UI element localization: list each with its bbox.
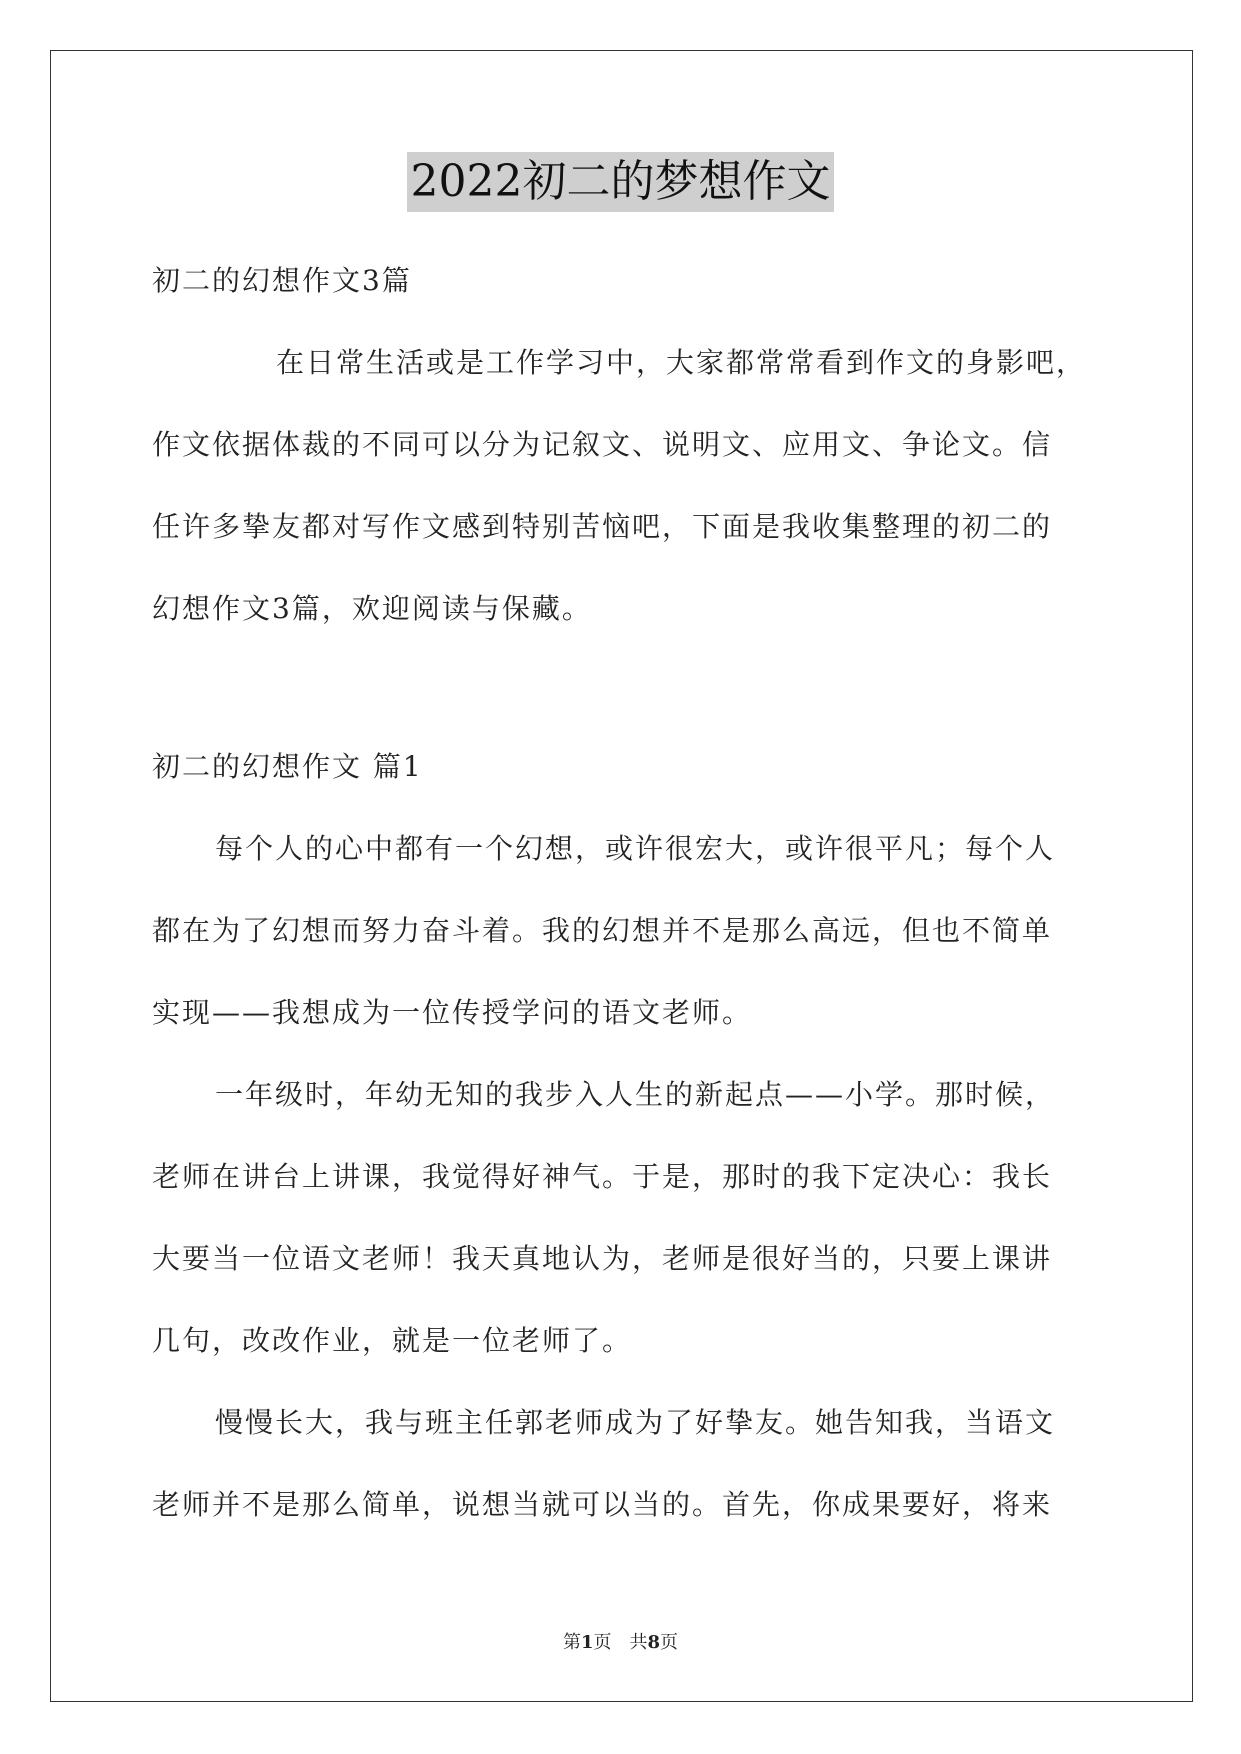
section-spacer — [152, 650, 1102, 726]
paragraph-line: 一年级时，年幼无知的我步入人生的新起点——小学。那时候， — [215, 1078, 1056, 1111]
document-subtitle: 初二的幻想作文3篇 — [152, 264, 412, 297]
intro-line: 任许多挚友都对写作文感到特别苦恼吧，下面是我收集整理的初二的 — [152, 510, 1053, 543]
paragraph-line: 大要当一位语文老师！我天真地认为，老师是很好当的，只要上课讲 — [152, 1242, 1053, 1275]
page-footer — [0, 1628, 1241, 1654]
paragraph-line: 每个人的心中都有一个幻想，或许很宏大，或许很平凡；每个人 — [215, 832, 1056, 865]
paragraph-line: 慢慢长大，我与班主任郭老师成为了好挚友。她告知我，当语文 — [215, 1406, 1056, 1439]
page-suffix: 页 — [660, 1632, 679, 1653]
page-total: 8 — [647, 1632, 661, 1653]
document-body — [152, 240, 1102, 1546]
title-container — [0, 152, 1241, 212]
paragraph-line: 老师在讲台上讲课，我觉得好神气。于是，那时的我下定决心：我长 — [152, 1160, 1053, 1193]
page-current: 1 — [580, 1632, 594, 1653]
paragraph-line: 都在为了幻想而努力奋斗着。我的幻想并不是那么高远，但也不简单 — [152, 914, 1053, 947]
paragraph-line: 实现——我想成为一位传授学问的语文老师。 — [152, 996, 753, 1029]
page-prefix: 第 — [562, 1632, 581, 1653]
intro-line: 在日常生活或是工作学习中，大家都常常看到作文的身影吧， — [276, 346, 1087, 379]
paragraph-line: 老师并不是那么简单，说想当就可以当的。首先，你成果要好，将来 — [152, 1488, 1053, 1521]
intro-line: 作文依据体裁的不同可以分为记叙文、说明文、应用文、争论文。信 — [152, 428, 1053, 461]
document-title: 2022初二的梦想作文 — [407, 152, 835, 212]
page-mid: 页 共 — [593, 1632, 648, 1653]
paragraph-line: 几句，改改作业，就是一位老师了。 — [152, 1324, 633, 1357]
intro-line: 幻想作文3篇，欢迎阅读与保藏。 — [152, 592, 592, 625]
section-heading: 初二的幻想作文 篇1 — [152, 750, 423, 783]
